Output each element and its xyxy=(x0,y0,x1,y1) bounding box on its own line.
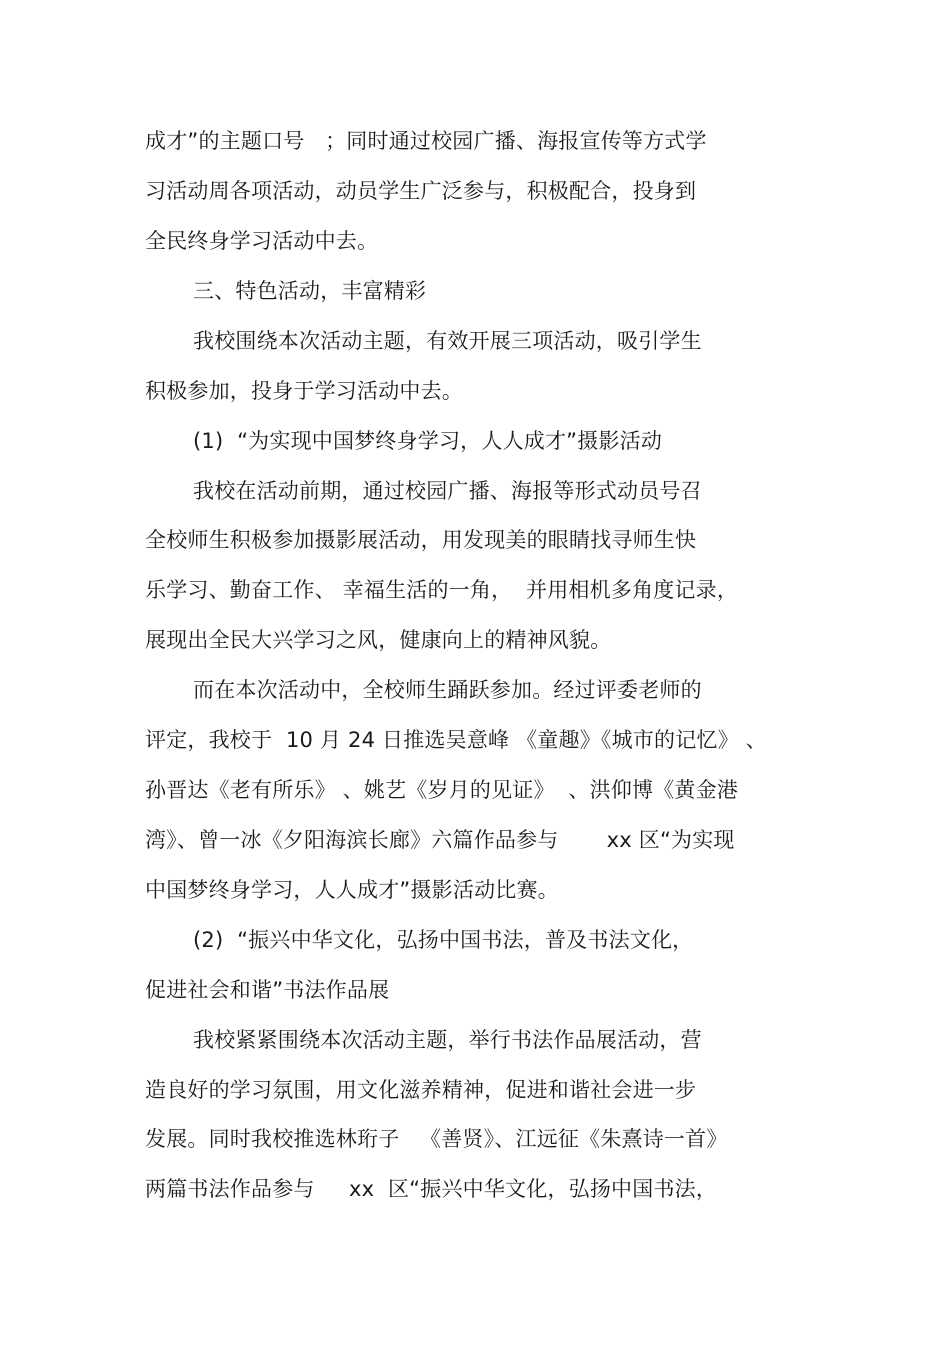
text-line: 我校围绕本次活动主题，有效开展三项活动，吸引学生 xyxy=(193,329,702,353)
subsection-heading-cont: 促进社会和谐”书法作品展 xyxy=(145,978,390,1002)
text-line: 造良好的学习氛围，用文化滋养精神，促进和谐社会进一步 xyxy=(145,1078,697,1102)
section-heading: 三、特色活动，丰富精彩 xyxy=(193,279,427,303)
text-line: 乐学习、勤奋工作、 幸福生活的一角， 并用相机多角度记录， xyxy=(145,578,739,602)
text-line: 湾》、曾一冰《夕阳海滨长廊》六篇作品参与 xx 区“为实现 xyxy=(145,828,735,852)
text-line: 我校紧紧围绕本次活动主题，举行书法作品展活动，营 xyxy=(193,1028,702,1052)
text-line: 而在本次活动中，全校师生踊跃参加。经过评委老师的 xyxy=(193,678,702,702)
text-line: 发展。同时我校推选林珩子 《善贤》、江远征《朱熹诗一首》 xyxy=(145,1127,728,1151)
text-line: 两篇书法作品参与 xx 区“振兴中华文化，弘扬中国书法， xyxy=(145,1177,718,1201)
text-line: 全民终身学习活动中去。 xyxy=(145,229,379,253)
text-line: 成才”的主题口号 ；同时通过校园广播、海报宣传等方式学 xyxy=(145,129,707,153)
text-line: 全校师生积极参加摄影展活动，用发现美的眼睛找寻师生快 xyxy=(145,528,697,552)
text-line: 评定，我校于 10 月 24 日推选吴意峰 《童趣》《城市的记忆》 、 xyxy=(145,728,767,752)
text-line: 中国梦终身学习，人人成才”摄影活动比赛。 xyxy=(145,878,559,902)
subsection-heading: (1) “为实现中国梦终身学习，人人成才”摄影活动 xyxy=(193,429,663,453)
text-line: 展现出全民大兴学习之风，健康向上的精神风貌。 xyxy=(145,628,612,652)
text-line: 习活动周各项活动，动员学生广泛参与，积极配合，投身到 xyxy=(145,179,697,203)
text-line: 积极参加，投身于学习活动中去。 xyxy=(145,379,463,403)
text-line: 孙晋达《老有所乐》 、姚艺《岁月的见证》 、洪仰博《黄金港 xyxy=(145,778,739,802)
text-line: 我校在活动前期，通过校园广播、海报等形式动员号召 xyxy=(193,479,702,503)
subsection-heading: (2) “振兴中华文化，弘扬中国书法，普及书法文化， xyxy=(193,928,694,952)
